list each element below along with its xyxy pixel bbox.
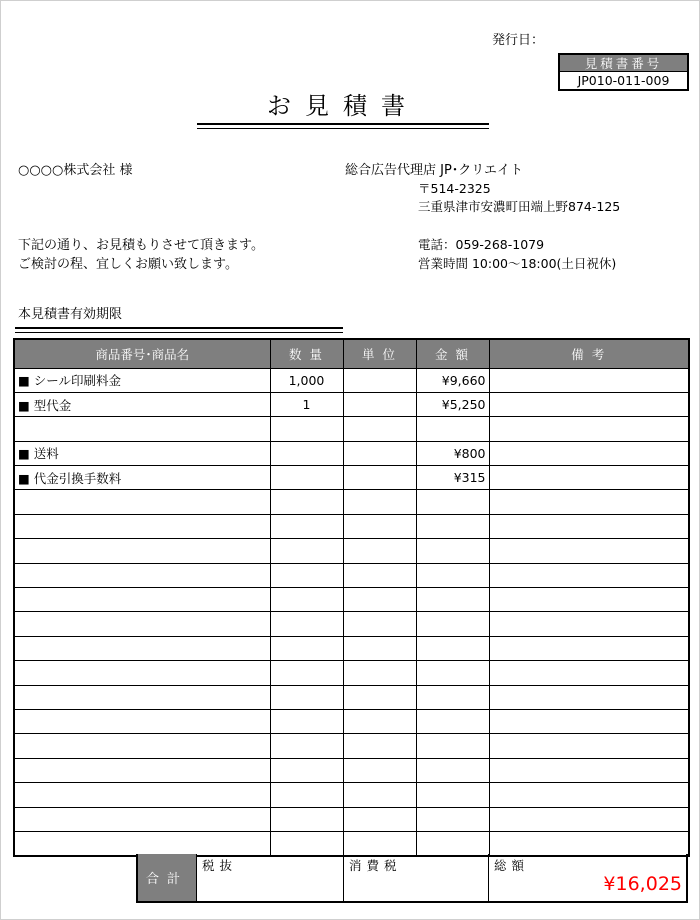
client-name: ○○○○株式会社 様 (18, 163, 133, 178)
validity-label: 本見積書有効期限 (18, 307, 123, 322)
item-quantity (270, 441, 343, 465)
grand-total-value: ¥16,025 (603, 873, 682, 895)
item-note (489, 563, 689, 587)
item-note (489, 783, 689, 807)
item-quantity (270, 734, 343, 758)
item-unit (343, 392, 416, 416)
item-unit (343, 685, 416, 709)
item-name (14, 783, 270, 807)
item-note (489, 514, 689, 538)
table-row (14, 441, 689, 465)
grand-total-cell (489, 854, 686, 901)
item-note (489, 588, 689, 612)
item-name (14, 490, 270, 514)
table-row (14, 734, 689, 758)
item-note (489, 685, 689, 709)
item-quantity (270, 466, 343, 490)
table-row (14, 709, 689, 733)
issue-date-label: 発行日： (492, 33, 545, 48)
header-quantity: 数 量 (270, 339, 343, 368)
tax-cell (344, 854, 489, 901)
item-note (489, 466, 689, 490)
table-row (14, 661, 689, 685)
item-amount (416, 612, 489, 636)
document-title: お見積書 (267, 92, 419, 120)
issuer-phone: 電話：059-268-1079 (418, 237, 545, 252)
item-quantity (270, 831, 343, 855)
item-amount (416, 758, 489, 782)
item-amount (416, 563, 489, 587)
header-amount: 金 額 (416, 339, 489, 368)
item-amount (416, 490, 489, 514)
item-unit (343, 758, 416, 782)
item-quantity (270, 539, 343, 563)
item-name (14, 417, 270, 441)
grand-total-label: 総額 (494, 858, 530, 873)
item-amount (416, 661, 489, 685)
issuer-postal: 〒514-2325 (418, 181, 491, 196)
item-name (14, 636, 270, 660)
item-quantity (270, 807, 343, 831)
estimate-number-value: JP010-011-009 (577, 73, 670, 88)
item-name: ■ シール印刷料金 (14, 368, 270, 392)
item-unit (343, 539, 416, 563)
pre-tax-label: 税抜 (202, 858, 238, 873)
item-unit (343, 734, 416, 758)
item-unit (343, 441, 416, 465)
item-quantity (270, 783, 343, 807)
table-row (14, 514, 689, 538)
validity-underline (15, 327, 343, 329)
item-unit (343, 661, 416, 685)
table-row (14, 758, 689, 782)
validity-underline-thin (15, 332, 343, 333)
table-row (14, 490, 689, 514)
item-name (14, 661, 270, 685)
item-name (14, 539, 270, 563)
item-unit (343, 831, 416, 855)
item-unit (343, 588, 416, 612)
item-amount: ¥800 (416, 441, 489, 465)
item-unit (343, 807, 416, 831)
item-note (489, 392, 689, 416)
item-amount (416, 831, 489, 855)
item-amount (416, 807, 489, 831)
item-name (14, 563, 270, 587)
estimate-number-box (558, 53, 689, 91)
item-note (489, 709, 689, 733)
item-amount (416, 588, 489, 612)
item-amount (416, 709, 489, 733)
pre-tax-cell (197, 854, 344, 901)
issuer-company: 総合広告代理店 JP･クリエイト (345, 163, 524, 178)
item-unit (343, 783, 416, 807)
item-note (489, 368, 689, 392)
item-name (14, 709, 270, 733)
item-unit (343, 612, 416, 636)
header-notes: 備 考 (489, 339, 689, 368)
item-quantity (270, 758, 343, 782)
intro-line-2: ご検討の程、宜しくお願い致します。 (18, 257, 238, 272)
item-quantity (270, 685, 343, 709)
table-row (14, 807, 689, 831)
item-quantity (270, 661, 343, 685)
item-quantity (270, 490, 343, 514)
table-row (14, 685, 689, 709)
issuer-hours: 営業時間 10:00～18:00(土日祝休) (418, 256, 617, 271)
table-row (14, 563, 689, 587)
item-quantity: 1 (270, 392, 343, 416)
item-amount: ¥315 (416, 466, 489, 490)
totals-row (136, 854, 688, 903)
item-unit (343, 709, 416, 733)
item-quantity (270, 417, 343, 441)
item-note (489, 441, 689, 465)
item-quantity (270, 514, 343, 538)
item-amount (416, 636, 489, 660)
item-amount (416, 514, 489, 538)
table-row (14, 392, 689, 416)
table-row (14, 466, 689, 490)
table-row (14, 539, 689, 563)
item-unit (343, 514, 416, 538)
item-quantity: 1,000 (270, 368, 343, 392)
table-row (14, 783, 689, 807)
item-unit (343, 466, 416, 490)
item-quantity (270, 563, 343, 587)
table-row (14, 636, 689, 660)
item-note (489, 417, 689, 441)
item-name (14, 685, 270, 709)
item-amount (416, 685, 489, 709)
item-name (14, 807, 270, 831)
item-unit (343, 368, 416, 392)
intro-line-1: 下記の通り、お見積もりさせて頂きます。 (18, 238, 264, 253)
item-amount (416, 783, 489, 807)
item-quantity (270, 709, 343, 733)
table-row (14, 612, 689, 636)
item-note (489, 758, 689, 782)
item-name (14, 831, 270, 855)
item-amount: ¥9,660 (416, 368, 489, 392)
item-amount (416, 734, 489, 758)
item-amount: ¥5,250 (416, 392, 489, 416)
totals-label: 合計 (138, 854, 197, 901)
item-unit (343, 563, 416, 587)
table-header-row (14, 339, 689, 368)
item-quantity (270, 636, 343, 660)
item-name (14, 758, 270, 782)
item-name: ■ 送料 (14, 441, 270, 465)
item-note (489, 612, 689, 636)
header-unit: 単 位 (343, 339, 416, 368)
title-underline-thin (197, 128, 489, 129)
item-name: ■ 型代金 (14, 392, 270, 416)
item-note (489, 734, 689, 758)
item-note (489, 661, 689, 685)
item-amount (416, 417, 489, 441)
estimate-number-label: 見積書番号 (560, 55, 687, 72)
item-name: ■ 代金引換手数料 (14, 466, 270, 490)
item-name (14, 612, 270, 636)
item-unit (343, 636, 416, 660)
items-table (13, 338, 690, 857)
item-amount (416, 539, 489, 563)
item-note (489, 807, 689, 831)
table-row (14, 417, 689, 441)
header-product: 商品番号･商品名 (14, 339, 270, 368)
table-body (14, 368, 689, 856)
item-unit (343, 417, 416, 441)
item-note (489, 490, 689, 514)
item-name (14, 588, 270, 612)
item-note (489, 539, 689, 563)
item-quantity (270, 588, 343, 612)
item-note (489, 831, 689, 855)
issuer-address: 三重県津市安濃町田端上野874-125 (418, 199, 621, 214)
table-row (14, 588, 689, 612)
item-note (489, 636, 689, 660)
item-unit (343, 490, 416, 514)
table-row (14, 831, 689, 855)
title-underline (197, 123, 489, 125)
item-name (14, 514, 270, 538)
item-name (14, 734, 270, 758)
item-quantity (270, 612, 343, 636)
table-row (14, 368, 689, 392)
tax-label: 消費税 (349, 858, 402, 873)
